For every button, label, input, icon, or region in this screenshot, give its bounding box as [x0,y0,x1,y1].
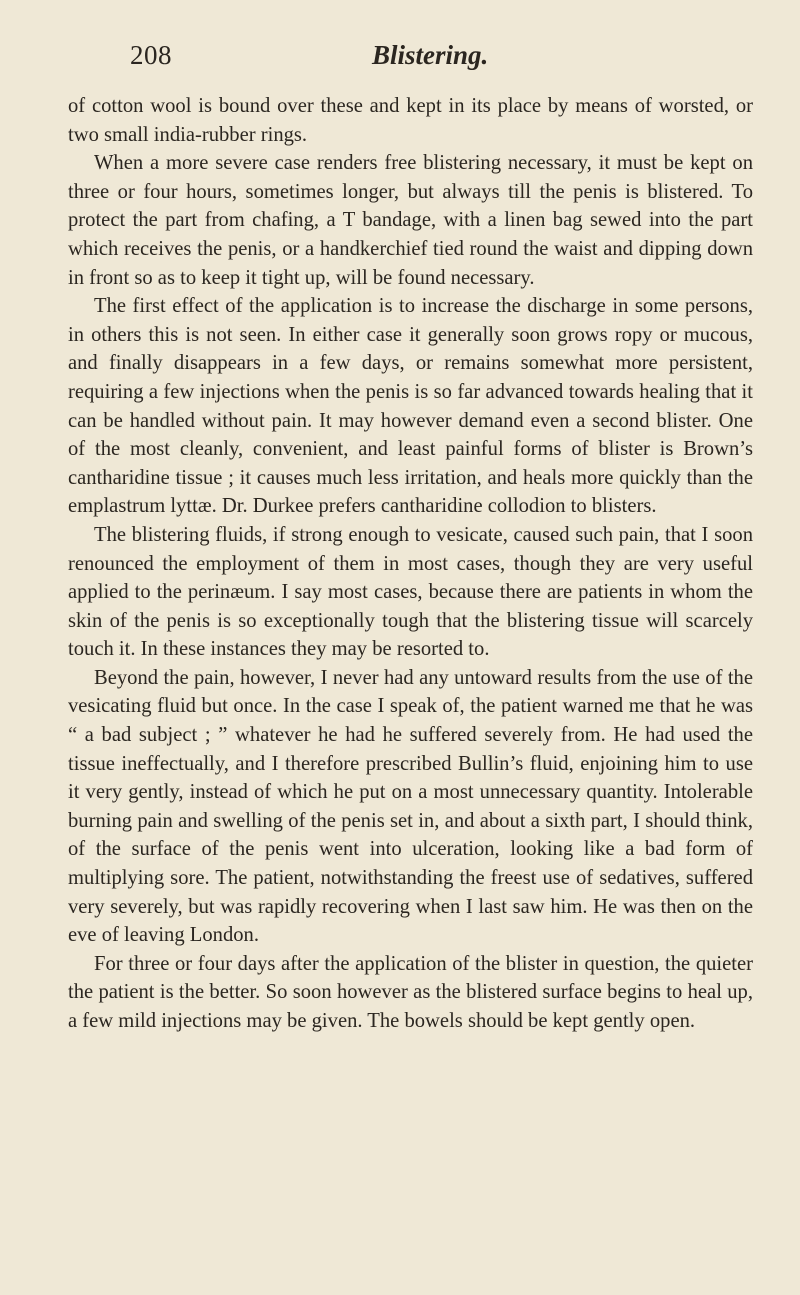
paragraph: The first effect of the application is to increase the discharge in some persons, in others this is not seen. In either case it generally soon grows ropy or mucous, and finally disappears in a few days, or remains somewhat more persistent, requiring a few injections when the penis is so far advanced towards healing that it can be handled without pain. It may however demand even a second blister. One of the most cleanly, convenient, and least painful forms of blister is Brown’s cantharidine tissue ; it causes much less irritation, and heals more quickly than the emplastrum lyttæ. Dr. Durkee prefers cantharidine collodion to blisters. [68,295,753,518]
paragraph: of cotton wool is bound over these and kept in its place by means of worsted, or two small india-rubber rings. [68,95,753,146]
body-text [68,92,753,1036]
running-title: Blistering. [372,40,489,70]
page-number: 208 [130,40,172,70]
paragraph: When a more severe case renders free blistering necessary, it must be kept on three or four hours, sometimes longer, but always till the penis is blistered. To protect the part from chafing, a T bandage, with a linen bag sewed into the part which receives the penis, or a handkerchief tied round the waist and dipping down in front so as to keep it tight up, will be found necessary. [68,152,753,289]
page-header [130,40,690,80]
paragraph: For three or four days after the application of the blister in question, the quieter the patient is the better. So soon however as the blistered surface begins to heal up, a few mild injections may be given. The bowels should be kept gently open. [68,952,753,1032]
paragraph: Beyond the pain, however, I never had any untoward results from the use of the vesicating fluid but once. In the case I speak of, the patient warned me that he was “ a bad subject ; ” whatever he had he suffered severely from. He had used the tissue ineffectually, and I therefore prescribed Bullin’s fluid, enjoining him to use it very gently, instead of which he put on a most unnecessary quantity. Intolerable burning pain and swelling of the penis set in, and about a sixth part, I should think, of the surface of the penis went into ulceration, looking like a bad form of multiplying sore. The patient, notwithstanding the freest use of sedatives, suffered very severely, but was rapidly recovering when I last saw him. He was then on the eve of leaving London. [68,666,753,947]
paragraph: The blistering fluids, if strong enough to vesicate, caused such pain, that I soon renounced the employment of them in most cases, though they are very useful applied to the perinæum. I say most cases, because there are patients in whom the skin of the penis is so exceptionally tough that the blistering tissue will scarcely touch it. In these instances they may be resorted to. [68,523,753,661]
